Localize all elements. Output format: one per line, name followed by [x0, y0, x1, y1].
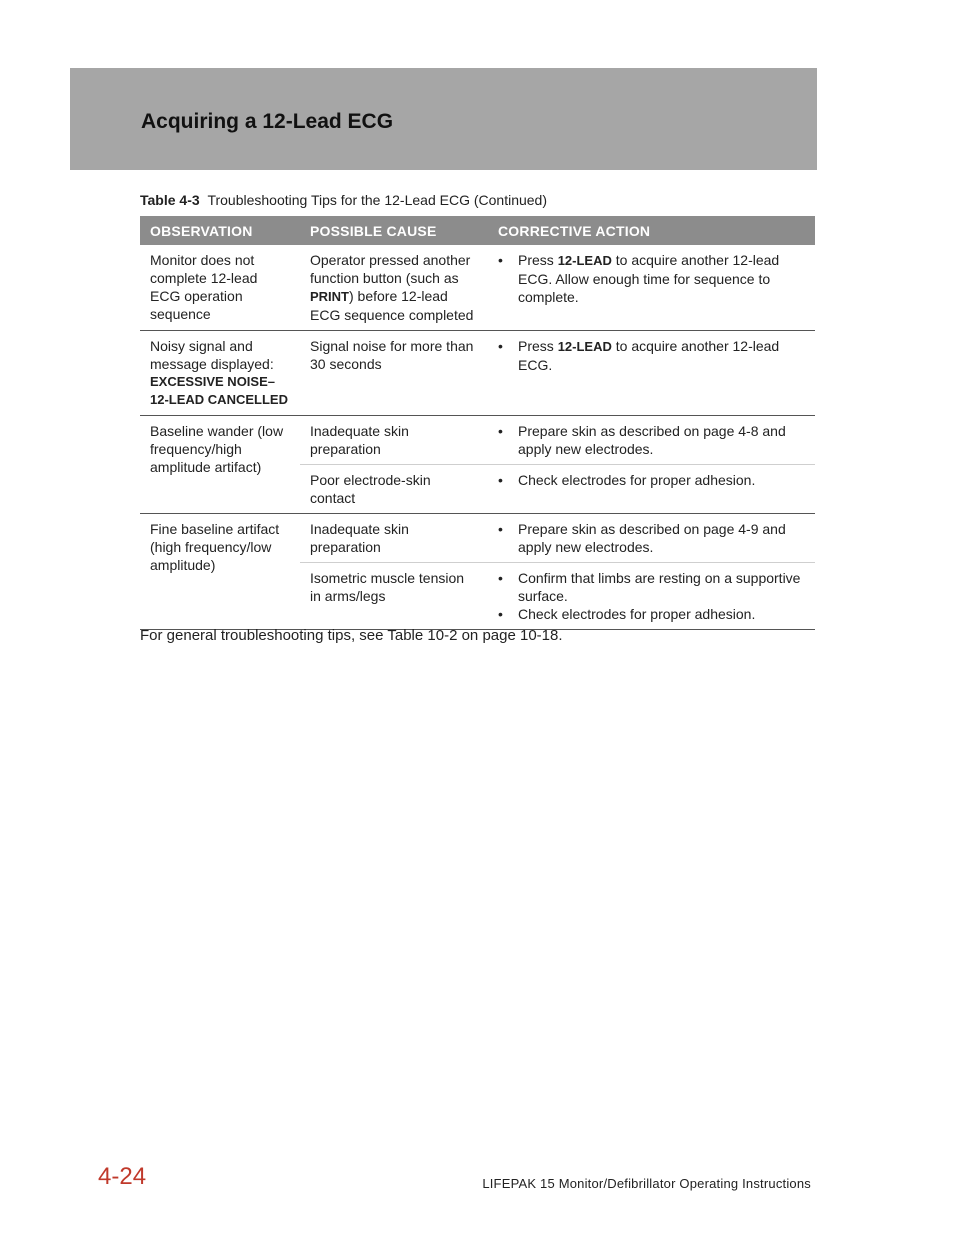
observation-cell: Noisy signal and message displayed: EXCESSIVE NOISE– 12-LEAD CANCELLED — [140, 331, 300, 416]
action-cell — [488, 331, 815, 416]
table-header-row — [140, 216, 815, 245]
action-cell — [488, 563, 815, 630]
action-cell — [488, 416, 815, 465]
action-item: • Prepare skin as described on page 4-9 and apply new electrodes. — [498, 520, 805, 556]
cause-cell: Operator pressed another function button (such as PRINT) before 12-lead ECG sequence completed — [300, 245, 488, 331]
action-item: • Press 12-LEAD to acquire another 12-lead ECG. — [498, 337, 805, 374]
key-12-lead: 12-LEAD — [557, 339, 612, 354]
observation-cell: Fine baseline artifact (high frequency/low amplitude) — [140, 514, 300, 630]
table-caption-text: Troubleshooting Tips for the 12-Lead ECG (Continued) — [207, 192, 547, 208]
cause-cell: Signal noise for more than 30 seconds — [300, 331, 488, 416]
table-row — [140, 514, 815, 563]
table-row — [140, 331, 815, 416]
action-item: • Prepare skin as described on page 4-8 and apply new electrodes. — [498, 422, 805, 458]
page-number: 4-24 — [98, 1163, 147, 1190]
header-possible-cause: POSSIBLE CAUSE — [300, 216, 488, 245]
footnote: For general troubleshooting tips, see Table 10-2 on page 10-18. — [140, 627, 563, 644]
action-cell — [488, 514, 815, 563]
section-title: Acquiring a 12-Lead ECG — [141, 110, 394, 133]
action-item: • Press 12-LEAD to acquire another 12-lead ECG. Allow enough time for sequence to complete. — [498, 251, 805, 306]
observation-cell: Baseline wander (low frequency/high amplitude artifact) — [140, 416, 300, 514]
cause-cell: Inadequate skin preparation — [300, 416, 488, 465]
troubleshooting-table — [140, 216, 815, 630]
header-observation: OBSERVATION — [140, 216, 300, 245]
table-caption-label: Table 4-3 — [140, 192, 200, 208]
cause-cell: Isometric muscle tension in arms/legs — [300, 563, 488, 630]
key-print: PRINT — [310, 289, 349, 304]
table-row — [140, 245, 815, 331]
table-caption — [140, 192, 547, 208]
action-item: • Check electrodes for proper adhesion. — [498, 605, 805, 623]
action-cell — [488, 245, 815, 331]
footer-document-title: LIFEPAK 15 Monitor/Defibrillator Operating Instructions — [482, 1176, 811, 1191]
message-text: EXCESSIVE NOISE– — [150, 374, 275, 389]
cause-cell: Poor electrode-skin contact — [300, 465, 488, 514]
section-header-band — [70, 68, 817, 170]
table-row — [140, 416, 815, 465]
message-text: 12-LEAD CANCELLED — [150, 392, 288, 407]
key-12-lead: 12-LEAD — [557, 253, 612, 268]
action-item: • Check electrodes for proper adhesion. — [498, 471, 805, 489]
action-item: • Confirm that limbs are resting on a supportive surface. — [498, 569, 805, 605]
action-cell — [488, 465, 815, 514]
cause-cell: Inadequate skin preparation — [300, 514, 488, 563]
observation-cell: Monitor does not complete 12-lead ECG operation sequence — [140, 245, 300, 331]
header-corrective-action: CORRECTIVE ACTION — [488, 216, 815, 245]
